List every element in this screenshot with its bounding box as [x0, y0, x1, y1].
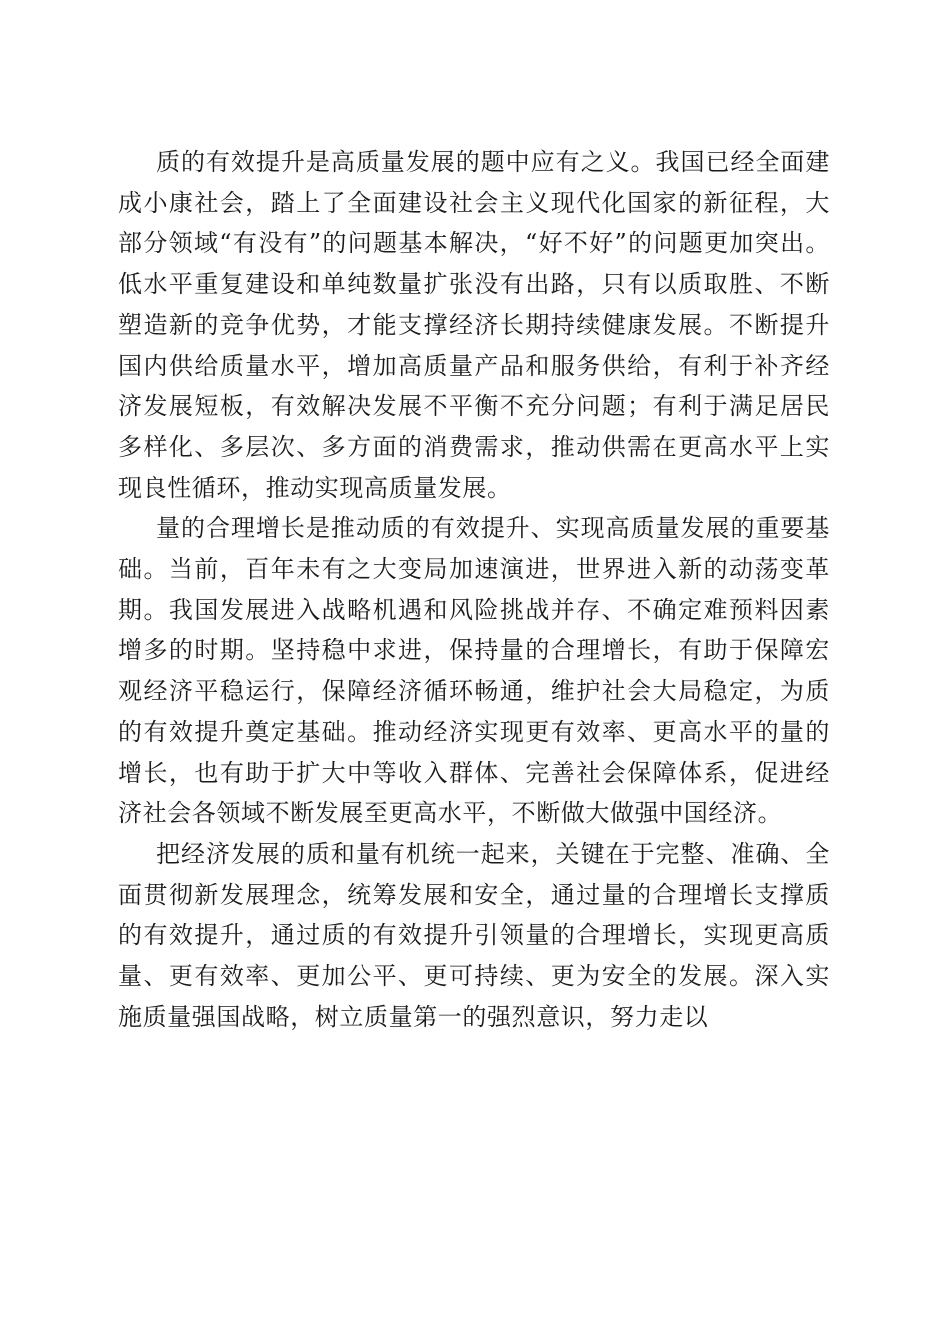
paragraph-quality-improvement: 质的有效提升是高质量发展的题中应有之义。我国已经全面建成小康社会，踏上了全面建设社会主义现代化国家的新征程，大部分领域“有没有”的问题基本解决，“好不好”的问题更加突出。低水平重复建设和单纯数量扩张没有出路，只有以质取胜、不断塑造新的竞争优势，才能支撑经济长期持续健康发展。不断提升国内供给质量水平，增加高质量产品和服务供给，有利于补齐经济发展短板，有效解决发展不平衡不充分问题；有利于满足居民多样化、多层次、多方面的消费需求，推动供需在更高水平上实现良性循环，推动实现高质量发展。 — [118, 148, 830, 502]
document-body — [118, 142, 830, 1037]
paragraph-quantity-growth: 量的合理增长是推动质的有效提升、实现高质量发展的重要基础。当前，百年未有之大变局加速演进，世界进入新的动荡变革期。我国发展进入战略机遇和风险挑战并存、不确定难预料因素增多的时期。坚持稳中求进，保持量的合理增长，有助于保障宏观经济平稳运行，保障经济循环畅通，维护社会大局稳定，为质的有效提升奠定基础。推动经济实现更有效率、更高水平的量的增长，也有助于扩大中等收入群体、完善社会保障体系，促进经济社会各领域不断发展至更高水平，不断做大做强中国经济。 — [118, 514, 830, 828]
paragraph-unify-quality-quantity: 把经济发展的质和量有机统一起来，关键在于完整、准确、全面贯彻新发展理念，统筹发展和安全，通过量的合理增长支撑质的有效提升，通过质的有效提升引领量的合理增长，实现更高质量、更有效率、更加公平、更可持续、更为安全的发展。深入实施质量强国战略，树立质量第一的强烈意识，努力走以 — [118, 839, 830, 1031]
